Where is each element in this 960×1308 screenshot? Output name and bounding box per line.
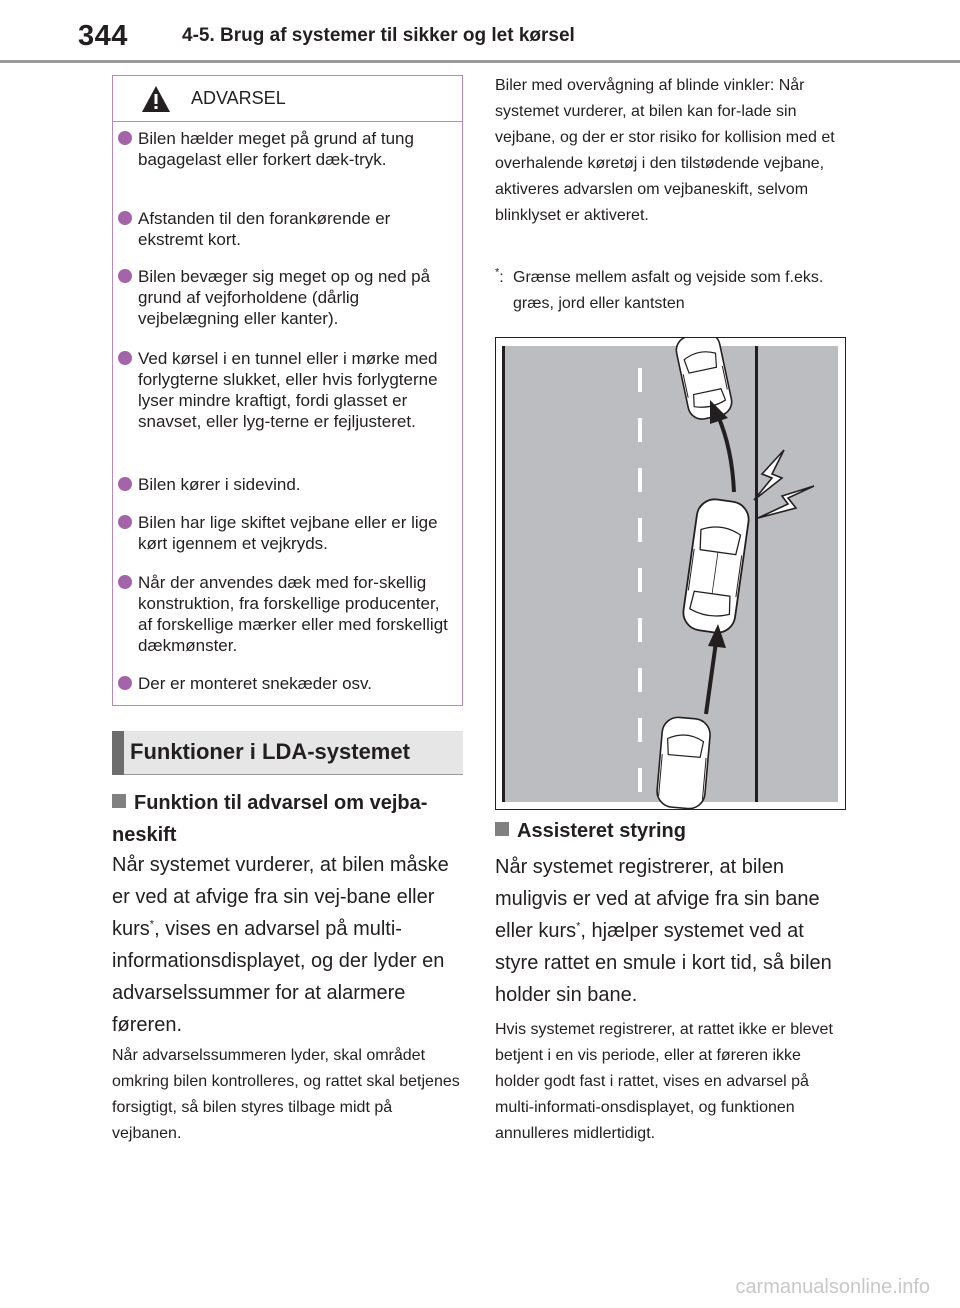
warning-item: Når der anvendes dæk med for-skellig konstruktion, fra forskellige producenter, af forskellige mærker eller med forskelligt dækmønster. — [118, 572, 453, 656]
warning-box — [112, 75, 463, 706]
warning-item: Der er monteret snekæder osv. — [118, 673, 453, 694]
warning-item: Bilen hælder meget på grund af tung bagagelast eller forkert dæk-tryk. — [118, 128, 453, 170]
section-heading-text: Funktioner i LDA-systemet — [130, 739, 410, 764]
bullet-icon — [118, 131, 132, 145]
bullet-icon — [118, 676, 132, 690]
bullet-icon — [118, 269, 132, 283]
footnote-mark: * — [495, 266, 500, 279]
bullet-icon — [118, 351, 132, 365]
square-bullet-icon — [495, 822, 509, 836]
blind-spot-text: Biler med overvågning af blinde vinkler: Når systemet vurderer, at bilen kan for-lade sin vejbane, og der er stor risiko for kollision med et overhalende køretøj i den tilstødende vejbane, aktiveres advarslen om vejbaneskift, selvom blinklyset er aktiveret. — [495, 77, 835, 224]
bullet-icon — [118, 575, 132, 589]
footnote: *: Grænse mellem asfalt og vejside som f.eks. græs, jord eller kantsten — [495, 266, 824, 312]
watermark: carmanualsonline.info — [735, 1276, 930, 1298]
lane-departure-heading: Funktion til advarsel om vejba-neskift — [112, 792, 428, 846]
lane-divider — [638, 368, 642, 792]
warning-header — [113, 76, 462, 122]
bullet-icon — [118, 515, 132, 529]
warning-triangle-icon — [141, 85, 171, 113]
steering-assist-heading: Assisteret styring — [495, 815, 855, 847]
lane-change-illustration — [495, 337, 846, 810]
section-heading — [112, 731, 463, 775]
square-bullet-icon — [112, 794, 126, 808]
lane-departure-body: Når systemet vurderer, at bilen måske er ved at afvige fra sin vej-bane eller kurs*, vises en advarsel på multi-informationsdisplayet, og der lyder en advarselssummer for at alarmere føreren. — [112, 854, 449, 1036]
road-illustration — [496, 338, 845, 809]
section-heading-bar — [112, 731, 124, 775]
steering-assist-note: Hvis systemet registrerer, at rattet ikke er blevet betjent i en vis periode, eller at føreren ikke holder godt fast i rattet, vises en advarsel på multi-informati-onsdisplayet, og funktionen annulleres midlertidigt. — [495, 1021, 833, 1142]
warning-item: Ved kørsel i en tunnel eller i mørke med forlygterne slukket, eller hvis forlygterne lyser mindre kraftigt, fordi glasset er snavset, eller lyg-terne er fejljusteret. — [118, 348, 453, 432]
warning-label: ADVARSEL — [191, 88, 286, 108]
footnote-mark: * — [576, 920, 581, 933]
header-divider — [0, 60, 960, 63]
steering-assist-body: Når systemet registrerer, at bilen muligvis er ved at afvige fra sin bane eller kurs*, hjælper systemet ved at styre rattet en smule i kort tid, så bilen holder sin bane. — [495, 856, 832, 1006]
page-number: 344 — [78, 20, 128, 52]
road-edge-right — [755, 346, 758, 802]
section-title: 4-5. Brug af systemer til sikker og let kørsel — [182, 25, 575, 46]
bullet-icon — [118, 211, 132, 225]
car-icon — [656, 716, 712, 809]
road-edge-left — [502, 346, 505, 802]
warning-item: Bilen kører i sidevind. — [118, 474, 453, 495]
warning-item: Bilen bevæger sig meget op og ned på grund af vejforholdene (dårlig vejbelægning eller kanter). — [118, 266, 453, 329]
lane-departure-note: Når advarselssummeren lyder, skal området omkring bilen kontrolleres, og rattet skal betjenes forsigtigt, så bilen styres tilbage midt på vejbanen. — [112, 1047, 460, 1142]
bullet-icon — [118, 477, 132, 491]
warning-item: Afstanden til den forankørende er ekstremt kort. — [118, 208, 453, 250]
footnote-mark: * — [149, 918, 155, 931]
warning-item: Bilen har lige skiftet vejbane eller er lige kørt igennem et vejkryds. — [118, 512, 453, 554]
